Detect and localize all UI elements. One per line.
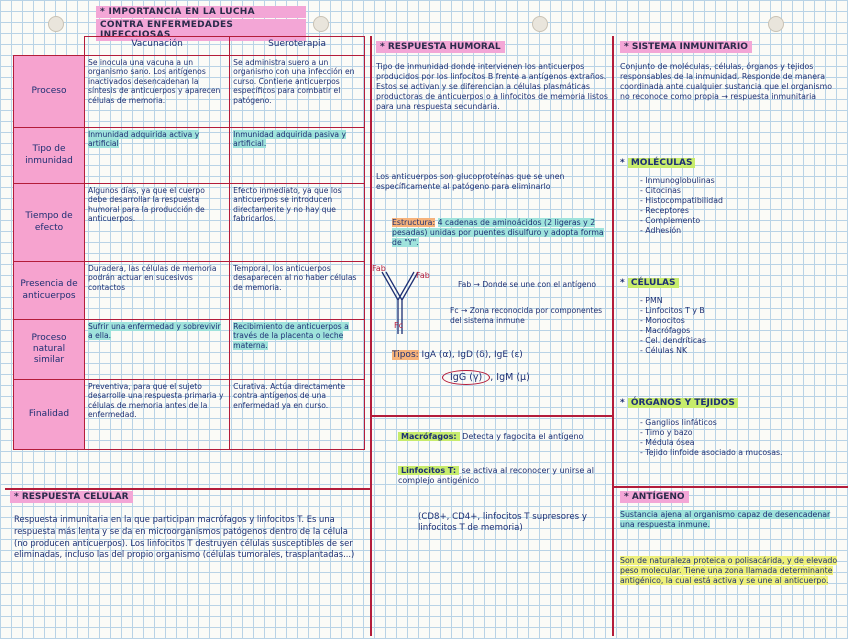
list-item: - Adhesión bbox=[648, 226, 726, 236]
celular-title: * RESPUESTA CELULAR bbox=[10, 492, 133, 502]
col-header-sueroterapia: Sueroterapia bbox=[230, 37, 365, 56]
col-header-vacunacion: Vacunación bbox=[85, 37, 230, 56]
antigeno-definition: Sustancia ajena al organismo capaz de desencadenar una respuesta inmune. bbox=[620, 510, 831, 529]
binder-hole bbox=[532, 16, 548, 32]
cell-sueroterapia: Curativa. Actúa directamente contra antígenos de una enfermedad ya en curso. bbox=[230, 380, 365, 450]
column-divider bbox=[612, 36, 614, 636]
humoral-tipos-2 bbox=[442, 372, 530, 384]
sistema-body: Conjunto de moléculas, células, órganos y tejidos responsables de la inmunidad. Responde de manera coordinada ante cualquier sustancia que el organismo no reconoce como propia → respuesta inmunitaria bbox=[620, 62, 832, 101]
cell-sueroterapia: Efecto inmediato, ya que los anticuerpos se introducen directamente y no hay que fabricarlos. bbox=[230, 184, 365, 262]
celular-body: Respuesta inmunitaria en la que participan macrófagos y linfocitos T. Es una respuesta más lenta y se da en microorganismos patógenos dentro de la célula (no producen anticuerpos). Los linfocitos T destruyen células susceptibles de ser eliminadas, incluso las del propio organismo (células tumorales, trasplantadas...) bbox=[14, 514, 355, 560]
humoral-tipos bbox=[392, 350, 608, 362]
fab-label-left: Fab bbox=[372, 264, 386, 273]
humoral-intro: Tipo de inmunidad donde intervienen los anticuerpos producidos por los linfocitos B frente a antígenos extraños. Estos se activan y se diferencian a células plasmáticas productoras de anticuerpos o a linfocitos de memoria listos para una respuesta secundaria. bbox=[376, 62, 608, 111]
binder-hole bbox=[48, 16, 64, 32]
table-row bbox=[14, 262, 365, 320]
list-item: - Receptores bbox=[648, 206, 726, 216]
estructura-label: Estructura: bbox=[392, 218, 436, 227]
list-item: - Complemento bbox=[648, 216, 726, 226]
linfocitos-item bbox=[398, 466, 608, 486]
table-row bbox=[14, 128, 365, 184]
title-line-1: * IMPORTANCIA EN LA LUCHA bbox=[96, 6, 306, 18]
cell-sueroterapia: Recibimiento de anticuerpos a través de la placenta o leche materna. bbox=[230, 320, 365, 380]
linfocitos-text: se activa al reconocer y unirse al complejo antigénico bbox=[398, 466, 594, 486]
humoral-title: * RESPUESTA HUMORAL bbox=[376, 42, 505, 52]
list-item: - Monocitos bbox=[648, 316, 706, 326]
moleculas-title: * MOLÉCULAS bbox=[620, 158, 695, 170]
organos-title: * ÓRGANOS Y TEJIDOS bbox=[620, 398, 738, 410]
binder-hole bbox=[768, 16, 784, 32]
row-label: Tiempo de efecto bbox=[14, 184, 85, 262]
linfocitos-label: Linfocitos T: bbox=[398, 466, 459, 475]
tipos-line1: IgA (α), IgD (δ), IgE (ε) bbox=[421, 350, 523, 360]
cell-vacunacion: Inmunidad adquirida activa y artificial bbox=[85, 128, 230, 184]
table-row bbox=[14, 320, 365, 380]
sistema-title: * SISTEMA INMUNITARIO bbox=[620, 42, 752, 52]
list-item: - Linfocitos T y B bbox=[648, 306, 706, 316]
cell-vacunacion: Algunos días, ya que el cuerpo debe desarrollar la respuesta humoral para la producción de anticuerpos. bbox=[85, 184, 230, 262]
antigeno-title: * ANTÍGENO bbox=[620, 492, 689, 502]
tipos-line2: , IgM (μ) bbox=[490, 372, 530, 383]
moleculas-list bbox=[636, 176, 726, 236]
celulas-title: * CÉLULAS bbox=[620, 278, 679, 290]
table-row bbox=[14, 184, 365, 262]
list-item: - Cel. dendríticas bbox=[648, 336, 706, 346]
cell-sueroterapia: Temporal, los anticuerpos desaparecen al no haber células de memoria. bbox=[230, 262, 365, 320]
estructura-text: 4 cadenas de aminoácidos (2 ligeras y 2 pesadas) unidas por puentes disulfuro y adopta forma de "Y". bbox=[392, 218, 604, 247]
tipos-label: Tipos: bbox=[392, 350, 419, 360]
binder-hole bbox=[313, 16, 329, 32]
list-item: - Ganglios linfáticos bbox=[648, 418, 848, 428]
celulas-list bbox=[636, 296, 706, 356]
macrofagos-item bbox=[398, 432, 608, 442]
cell-vacunacion: Preventiva, para que el sujeto desarrolle una respuesta primaria y células de memoria antes de la enfermedad. bbox=[85, 380, 230, 450]
table-header-row bbox=[14, 37, 365, 56]
row-label: Proceso bbox=[14, 56, 85, 128]
divider-line bbox=[5, 488, 370, 490]
fc-description: Fc → Zona reconocida por componentes del sistema inmune bbox=[450, 306, 603, 325]
list-item: - Médula ósea bbox=[648, 438, 848, 448]
humoral-estructura bbox=[392, 218, 608, 248]
table-row bbox=[14, 56, 365, 128]
organos-list bbox=[636, 418, 848, 458]
igg-circled: IgG (γ) bbox=[442, 370, 490, 385]
fc-label: Fc bbox=[394, 321, 403, 330]
cell-vacunacion: Duradera, las células de memoria podrán actuar en sucesivos contactos bbox=[85, 262, 230, 320]
humoral-anticuerpos: Los anticuerpos son glucoproteínas que se unen específicamente al patógeno para eliminarlo bbox=[376, 172, 565, 191]
comparison-table bbox=[13, 36, 365, 450]
divider-line bbox=[370, 415, 612, 417]
table-corner bbox=[14, 37, 85, 56]
cell-vacunacion: Sufrir una enfermedad y sobrevivir a ella. bbox=[85, 320, 230, 380]
cell-sueroterapia: Se administra suero a un organismo con una infección en curso. Contiene anticuerpos específicos para combatir el patógeno. bbox=[230, 56, 365, 128]
row-label: Finalidad bbox=[14, 380, 85, 450]
fab-description: Fab → Donde se une con el antígeno bbox=[458, 280, 597, 289]
list-item: - Timo y bazo bbox=[648, 428, 848, 438]
antigeno-body: Son de naturaleza proteica o polisacárida, y de elevado peso molecular. Tiene una zona llamada determinante antigénico, la cual está activa y se une al anticuerpo. bbox=[620, 556, 838, 585]
fab-label-right: Fab bbox=[416, 271, 430, 280]
row-label: Presencia de anticuerpos bbox=[14, 262, 85, 320]
list-item: - Macrófagos bbox=[648, 326, 706, 336]
cell-sueroterapia: Inmunidad adquirida pasiva y artificial. bbox=[230, 128, 365, 184]
list-item: - Citocinas bbox=[648, 186, 726, 196]
list-item: - Tejido linfoide asociado a mucosas. bbox=[648, 448, 848, 458]
macrofagos-label: Macrófagos: bbox=[398, 432, 460, 441]
antibody-diagram bbox=[372, 262, 442, 342]
list-item: - Inmunoglobulinas bbox=[648, 176, 726, 186]
title-line-2: CONTRA ENFERMEDADES INFECCIOSAS bbox=[96, 19, 306, 41]
linfocitos-types: (CD8+, CD4+, linfocitos T supresores y linfocitos T de memoria) bbox=[418, 512, 587, 533]
row-label: Tipo de inmunidad bbox=[14, 128, 85, 184]
list-item: - Células NK bbox=[648, 346, 706, 356]
list-item: - Histocompatibilidad bbox=[648, 196, 726, 206]
cell-vacunacion: Se inocula una vacuna a un organismo sano. Los antígenos inactivados desencadenan la síntesis de anticuerpos y aparecen células de memoria. bbox=[85, 56, 230, 128]
list-item: - PMN bbox=[648, 296, 706, 306]
divider-line bbox=[612, 486, 848, 488]
macrofagos-text: Detecta y fagocita el antígeno bbox=[462, 432, 584, 441]
row-label: Proceso natural similar bbox=[14, 320, 85, 380]
table-row bbox=[14, 380, 365, 450]
